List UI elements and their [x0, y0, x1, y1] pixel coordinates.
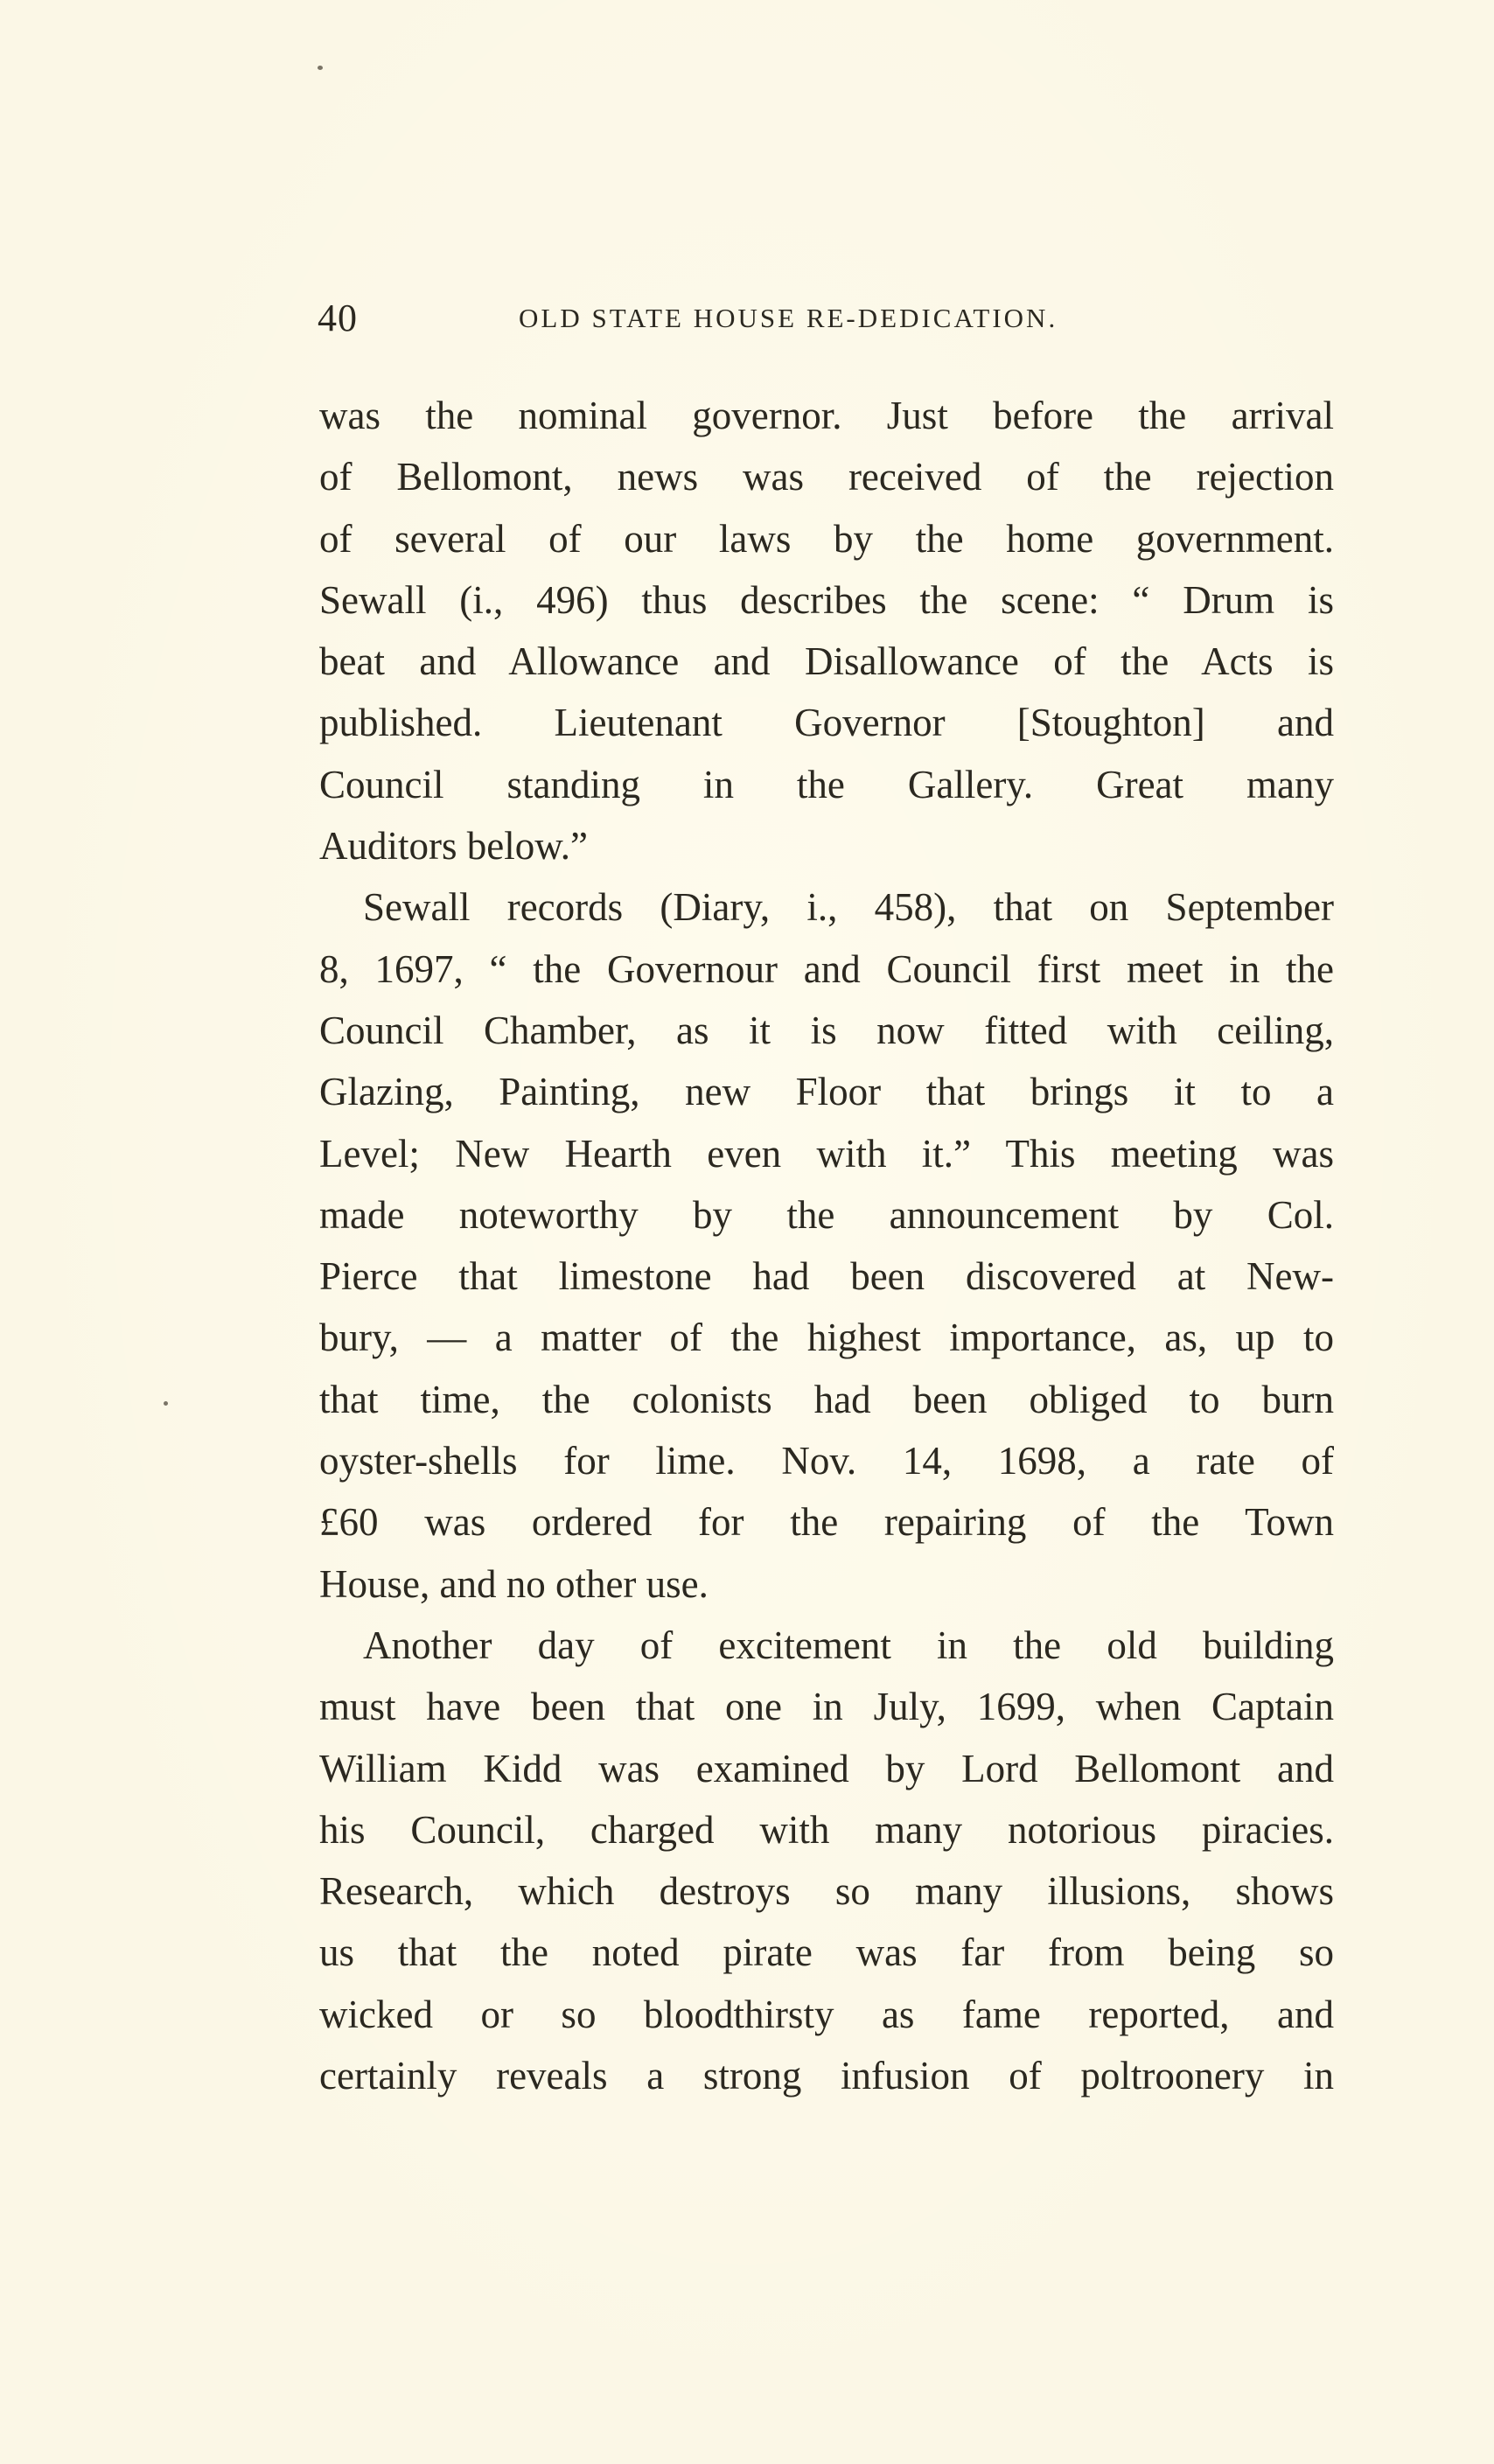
text-line: must have been that one in July, 1699, when Captain — [319, 1685, 1334, 1729]
text-line: beat and Allowance and Disallowance of the Acts is — [319, 639, 1334, 684]
text-line: Research, which destroys so many illusions, shows — [319, 1869, 1334, 1914]
text-line: Glazing, Painting, new Floor that brings it to a — [319, 1070, 1334, 1114]
page-number: 40 — [318, 297, 358, 339]
text-line: oyster-shells for lime. Nov. 14, 1698, a rate of — [319, 1439, 1334, 1483]
running-title: OLD STATE HOUSE RE-DEDICATION. — [519, 303, 1058, 333]
text-line: Auditors below.” — [319, 824, 589, 869]
text-line: of Bellomont, news was received of the rejection — [319, 455, 1334, 499]
text-line: certainly reveals a strong infusion of poltroonery in — [319, 2054, 1334, 2098]
text-line: £60 was ordered for the repairing of the Town — [319, 1500, 1334, 1545]
ink-speck — [164, 1401, 168, 1406]
text-line: us that the noted pirate was far from being so — [319, 1930, 1334, 1975]
text-line: bury, — a matter of the highest importance, as, up to — [319, 1316, 1334, 1360]
text-line: that time, the colonists had been obliged to burn — [319, 1377, 1334, 1421]
text-line: published. Lieutenant Governor [Stoughton] and — [319, 701, 1334, 745]
text-line: Council standing in the Gallery. Great many — [319, 762, 1334, 806]
text-line: made noteworthy by the announcement by Col. — [319, 1192, 1334, 1237]
text-line: Another day of excitement in the old building — [363, 1623, 1334, 1667]
ink-speck — [318, 66, 323, 70]
text-line: William Kidd was examined by Lord Bellomont and — [319, 1746, 1334, 1790]
running-head — [318, 296, 1140, 341]
text-line: of several of our laws by the home government. — [319, 516, 1334, 561]
text-line: House, and no other use. — [319, 1561, 709, 1606]
text-line: wicked or so bloodthirsty as fame reported, and — [319, 1992, 1334, 2036]
text-line: Sewall (i., 496) thus describes the scene: “ Drum is — [319, 577, 1334, 622]
text-line: was the nominal governor. Just before the arrival — [319, 394, 1334, 437]
body-text — [319, 385, 1334, 2106]
text-line: 8, 1697, “ the Governour and Council first meet in the — [319, 946, 1334, 991]
text-line: Council Chamber, as it is now fitted with ceiling, — [319, 1008, 1334, 1052]
text-line: Level; New Hearth even with it.” This meeting was — [319, 1131, 1334, 1176]
text-line: Pierce that limestone had been discovered at New- — [319, 1254, 1334, 1299]
text-line: Sewall records (Diary, i., 458), that on September — [363, 885, 1334, 930]
text-line: his Council, charged with many notorious piracies. — [319, 1807, 1334, 1852]
